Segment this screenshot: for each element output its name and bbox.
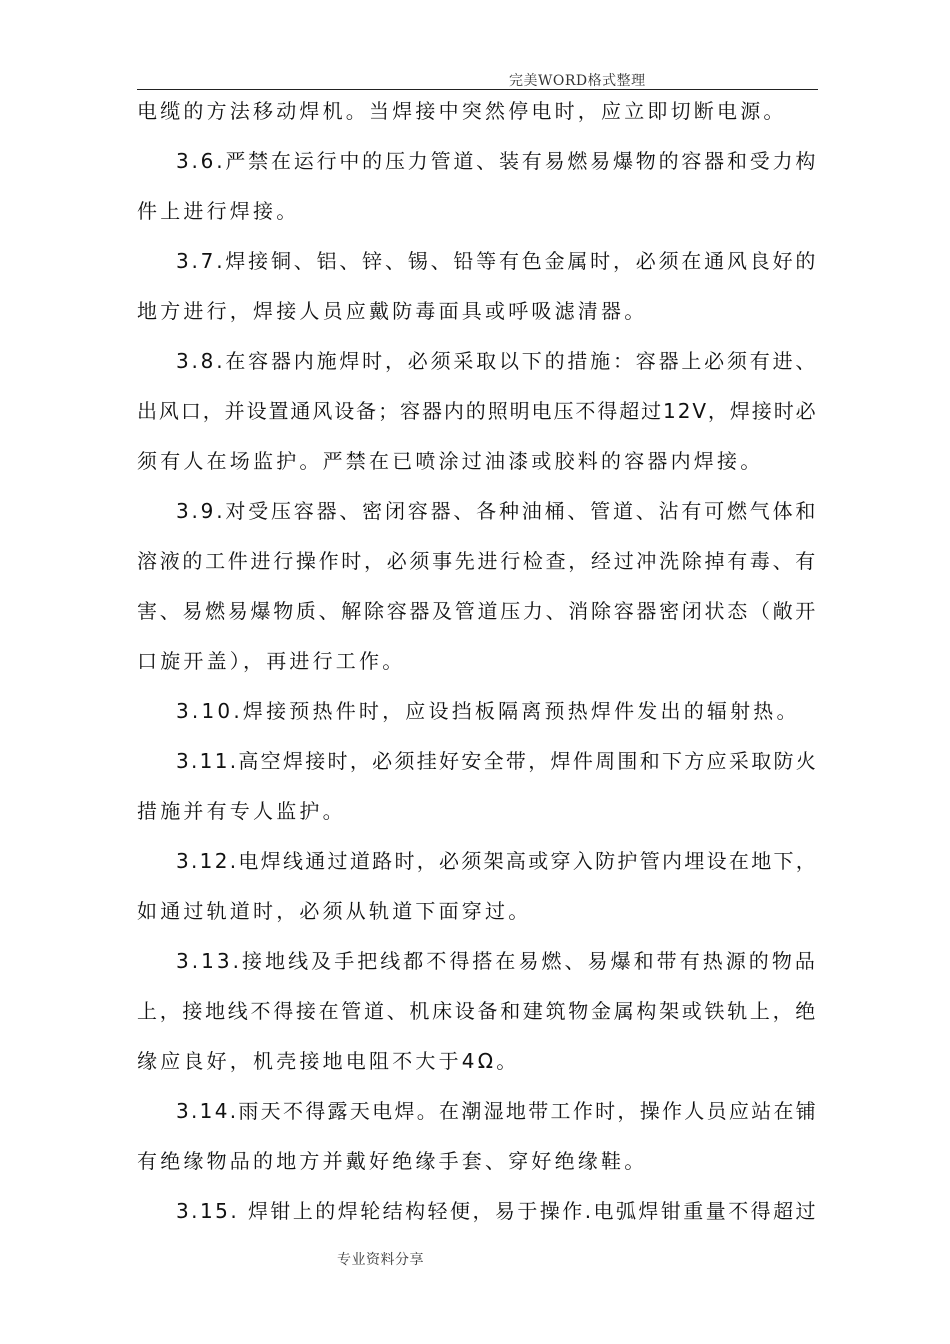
body-line: 有绝缘物品的地方并戴好绝缘手套、穿好绝缘鞋。	[137, 1149, 648, 1173]
body-line: 件上进行焊接。	[137, 199, 300, 223]
body-line: 3.12.电焊线通过道路时，必须架高或穿入防护管内埋设在地下，	[176, 849, 819, 873]
body-line: 3.6.严禁在运行中的压力管道、装有易燃易爆物的容器和受力构	[176, 149, 819, 173]
body-line: 须有人在场监护。严禁在已喷涂过油漆或胶料的容器内焊接。	[137, 449, 764, 473]
body-line: 措施并有专人监护。	[137, 799, 346, 823]
body-line: 害、易燃易爆物质、解除容器及管道压力、消除容器密闭状态（敞开	[137, 599, 818, 623]
body-line: 口旋开盖），再进行工作。	[137, 649, 406, 673]
body-line: 3.8.在容器内施焊时，必须采取以下的措施：容器上必须有进、	[176, 349, 819, 373]
body-line: 3.7.焊接铜、铝、锌、锡、铅等有色金属时，必须在通风良好的	[176, 249, 819, 273]
body-line: 如通过轨道时，必须从轨道下面穿过。	[137, 899, 532, 923]
body-line: 电缆的方法移动焊机。当焊接中突然停电时，应立即切断电源。	[137, 99, 787, 123]
body-line: 3.15. 焊钳上的焊轮结构轻便，易于操作.电弧焊钳重量不得超过	[176, 1199, 819, 1223]
body-line: 3.13.接地线及手把线都不得搭在易燃、易爆和带有热源的物品	[176, 949, 818, 973]
header-rule	[137, 89, 818, 90]
body-line: 缘应良好，机壳接地电阻不大于4Ω。	[137, 1049, 520, 1073]
body-line: 出风口，并设置通风设备；容器内的照明电压不得超过12V，焊接时必	[137, 399, 818, 423]
body-line: 3.14.雨天不得露天电焊。在潮湿地带工作时，操作人员应站在铺	[176, 1099, 819, 1123]
body-line: 3.11.高空焊接时，必须挂好安全带，焊件周围和下方应采取防火	[176, 749, 819, 773]
page-footer: 专业资料分享	[337, 1252, 424, 1268]
body-line: 3.10.焊接预热件时，应设挡板隔离预热焊件发出的辐射热。	[176, 699, 800, 723]
body-line: 地方进行，焊接人员应戴防毒面具或呼吸滤清器。	[137, 299, 648, 323]
page-header: 完美WORD格式整理	[509, 73, 646, 89]
body-line: 上，接地线不得接在管道、机床设备和建筑物金属构架或铁轨上，绝	[137, 999, 818, 1023]
body-line: 溶液的工件进行操作时，必须事先进行检查，经过冲洗除掉有毒、有	[137, 549, 818, 573]
body-line: 3.9.对受压容器、密闭容器、各种油桶、管道、沾有可燃气体和	[176, 499, 819, 523]
